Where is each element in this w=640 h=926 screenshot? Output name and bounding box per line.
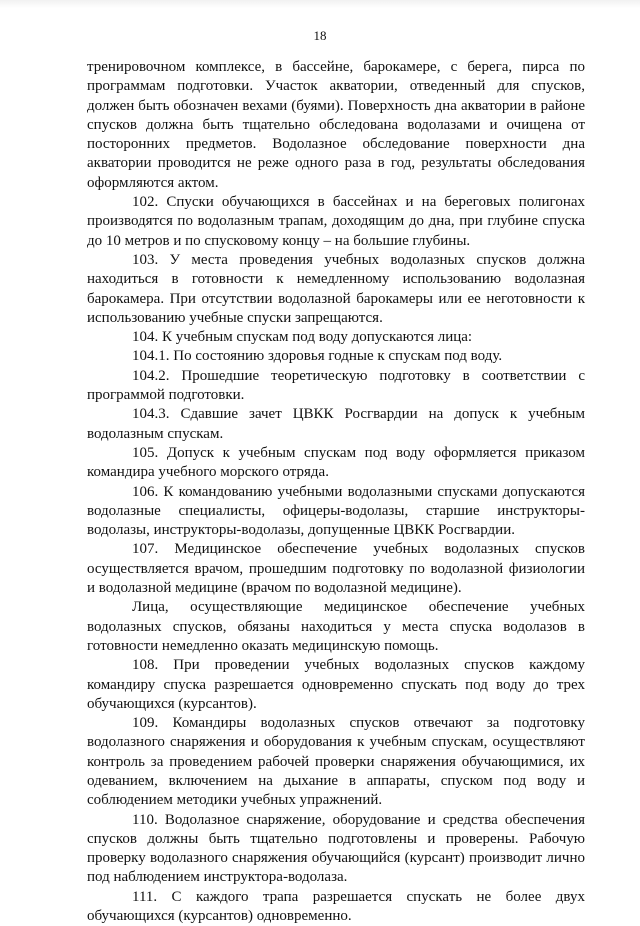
page-number: 18 xyxy=(313,28,327,43)
paragraph-107: 107. Медицинское обеспечение учебных водолазных спусков осуществляется врачом, прошедшим подготовку по водолазной физиологии и водолазной медицине (врачом по водолазной медицине). xyxy=(87,541,585,597)
paragraph-103: 103. У места проведения учебных водолазных спусков должна находиться в готовности к немедленному использованию водолазная барокамера. При отсутствии водолазной барокамеры или ее неготовности к использованию учебные спуски запрещаются. xyxy=(87,251,585,326)
paragraph-104-3: 104.3. Сдавшие зачет ЦВКК Росгвардии на допуск к учебным водолазным спускам. xyxy=(87,406,585,442)
paragraph-104-2: 104.2. Прошедшие теоретическую подготовку в соответствии с программой подготовки. xyxy=(87,367,585,404)
paragraph-111: 111. С каждого трапа разрешается спускать не более двух обучающихся (курсантов) одновременно. xyxy=(87,888,585,925)
paragraph-110: 110. Водолазное снаряжение, оборудование и средства обеспечения спусков должны быть тщательно подготовлены и проверены. Рабочую проверку водолазного снаряжения обучающийся (курсант) производит лично под наблюдением инструктора-водолаза. xyxy=(87,811,585,886)
paragraph-104: 104. К учебным спускам под воду допускаются лица: xyxy=(132,329,473,346)
paragraph-continuation: тренировочном комплексе, в бассейне, барокамере, с берега, пирса по программам подготовки. Участок акватории, отведенный для спусков, должен быть обозначен вехами (буями). Поверхность дна акватории в районе спусков должна быть тщательно обследована водолазами и очищена от посторонних предметов. Водолазное обследование поверхности дна акватории проводится не реже одного раза в год, результаты обследования оформляются актом. xyxy=(87,59,585,191)
paragraph-109: 109. Командиры водолазных спусков отвечают за подготовку водолазного снаряжения и оборудования к учебным спускам, осуществляют контроль за проведением рабочей проверки снаряжения обучающимися, их одеванием, включением на дыхание в аппараты, спуском под воду и соблюдением методики учебных упражнений. xyxy=(87,715,585,809)
scan-top-edge xyxy=(0,0,640,8)
paragraph-105: 105. Допуск к учебным спускам под воду оформляется приказом командира учебного морского отряда. xyxy=(87,444,585,481)
paragraph-106: 106. К командованию учебными водолазными спусками допускаются водолазные специалисты, офицеры-водолазы, старшие инструкторы-водолазы, инструкторы-водолазы, допущенные ЦВКК Росгвардии. xyxy=(87,483,585,539)
paragraph-108: 108. При проведении учебных водолазных спусков каждому командиру спуска разрешается одновременно спускать под воду до трех обучающихся (курсантов). xyxy=(87,657,585,712)
paragraph-104-1: 104.1. По состоянию здоровья годные к спускам под воду. xyxy=(132,348,503,365)
document-body xyxy=(87,58,585,926)
paragraph-102: 102. Спуски обучающихся в бассейнах и на береговых полигонах производятся по водолазным трапам, доходящим до дна, при глубине спуска до 10 метров и по спусковому концу – на большие глубины. xyxy=(87,194,585,249)
paragraph-107-continued: Лица, осуществляющие медицинское обеспечение учебных водолазных спусков, обязаны находиться у места спуска водолазов в готовности немедленно оказать медицинскую помощь. xyxy=(87,599,585,654)
